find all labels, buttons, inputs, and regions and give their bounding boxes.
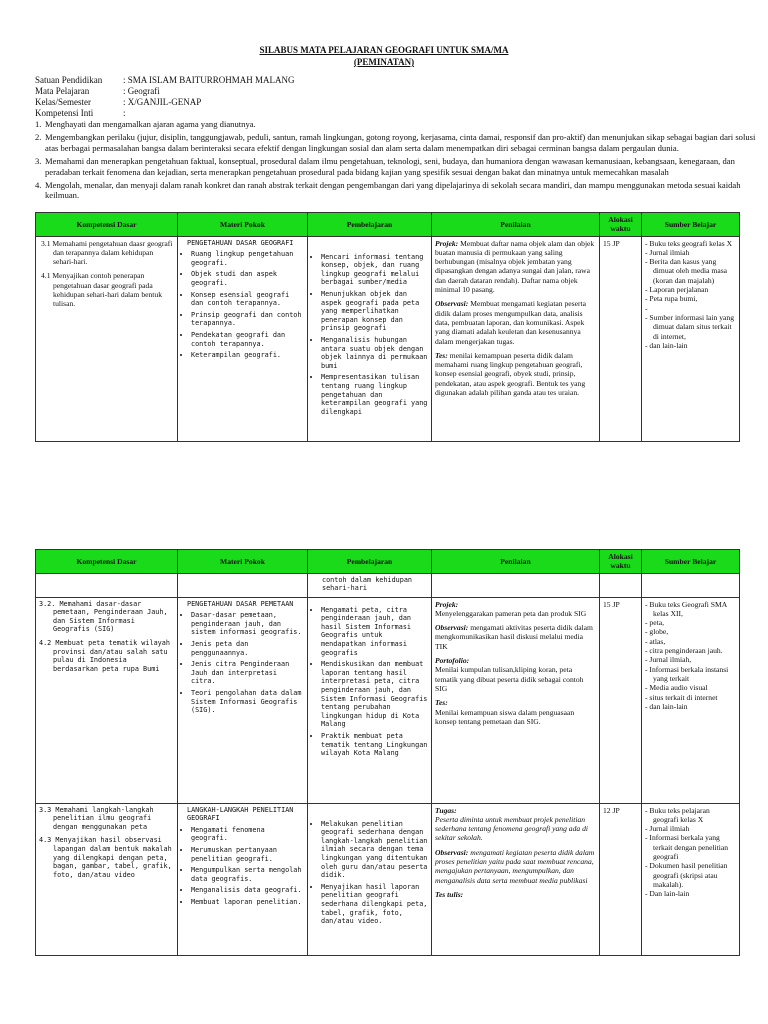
- info-key: Kompetensi Inti: [35, 108, 94, 118]
- mp-title: PENGETAHUAN DASAR GEOGRAFI: [187, 238, 294, 247]
- text-observasi: mengamati aktivitas peserta didik dalam mengkomunikasikan hasil diskusi melalui media TIK: [435, 623, 593, 651]
- pb-item: • Menunjukkan objek dan aspek geografi pada peta yang memperlihatkan penerapan konsep dan prinsip geografi: [321, 290, 428, 333]
- info-key: Satuan Pendidikan: [35, 75, 103, 85]
- mp-item: • Keterampilan geografi.: [191, 351, 304, 360]
- sb-cell: [642, 803, 740, 955]
- source-item: - globe,: [645, 627, 669, 637]
- kd-item: 3.1 Memahami pengetahuan daasr geografi dan terapannya dalam kehidupan sehari-hari.: [41, 238, 173, 267]
- source-item: - Media audio visual: [645, 683, 708, 693]
- page-subtitle: (PEMINATAN): [353, 57, 415, 67]
- source-item: -: [645, 303, 648, 313]
- header-sumber-belajar: Sumber Belajar: [642, 213, 740, 237]
- source-item: - Berita dan kasus yang dimuat oleh media masa (koran dan majalah): [645, 257, 728, 285]
- table-header-row: [36, 213, 740, 237]
- header-sumber-belajar: Sumber Belajar: [642, 550, 740, 574]
- text-projek: Membuat daftar nama objek alam dan objek buatan manusia di permukaan yang saling berhubungan (misalnya objek jembatan yang dipasangkan dengan adanya sungai dan jalan, rawa dan daerah dataran rendah). Daftar nama objek minimal 10 pasang.: [435, 238, 595, 295]
- syllabus-table-2: [35, 549, 740, 956]
- header-alokasi-waktu: Alokasi waktu: [600, 213, 642, 237]
- info-row: [35, 108, 755, 119]
- mp-item: • Merumuskan pertanyaan penelitian geografi.: [191, 846, 304, 863]
- pb-list: [311, 253, 428, 417]
- pb-item: • Mencari informasi tentang konsep, objek, dan ruang lingkup geografi melalui berbagai sumber/media: [321, 253, 428, 287]
- info-value: : Geografi: [123, 86, 160, 96]
- label-tugas: Tugas:: [435, 805, 457, 815]
- mp-item: • Mengumpulkan serta mengolah data geografis.: [191, 866, 304, 883]
- aw-cell: 15 JP: [600, 597, 642, 803]
- source-item: - Dan lain-lain: [645, 889, 690, 899]
- source-item: - atlas,: [645, 636, 666, 646]
- mp-title: PENGETAHUAN DASAR PEMETAAN: [187, 599, 294, 608]
- kd-item: 4.2 Membuat peta tematik wilayah provinsi dan/atau salah satu pulau di Indonesia berdasarkan peta rupa Bumi: [39, 638, 170, 673]
- mp-item: • Menganalisis data geografi.: [191, 886, 304, 895]
- label-portofolio: Portofolio:: [435, 656, 470, 666]
- label-tes-tulis: Tes tulis:: [435, 889, 464, 899]
- info-row: [35, 86, 755, 97]
- sb-cell: [642, 236, 740, 441]
- header-alokasi-waktu: Alokasi waktu: [600, 550, 642, 574]
- source-item: - Informasi berkala instansi yang terkait: [645, 664, 729, 683]
- info-key: Kelas/Semester: [35, 97, 91, 107]
- ki-number: 4.: [35, 180, 42, 191]
- syllabus-table-1: [35, 212, 740, 442]
- source-item: - Buku teks Geografi SMA kelas XII,: [645, 599, 727, 618]
- source-item: - Buku teks pelajaran geografi kelas X: [645, 805, 710, 824]
- pn-cell: [432, 236, 600, 441]
- mp-item: • Mengamati fenomena geografi.: [191, 826, 304, 843]
- page-title: SILABUS MATA PELAJARAN GEOGRAFI UNTUK SMA/MA: [259, 45, 509, 55]
- kd-cell: [36, 803, 178, 955]
- sb-list: [645, 806, 736, 899]
- ki-number: 3.: [35, 156, 42, 167]
- info-row: [35, 97, 755, 108]
- label-observasi: Observasi:: [435, 847, 469, 857]
- core-competency-list: [35, 119, 760, 204]
- sb-cell: [642, 597, 740, 803]
- mp-item: • Objek studi dan aspek geografi.: [191, 270, 304, 287]
- text-observasi: mengamati kegiatan peserta didik dalam proses penelitian yaitu pada saat membuat rencana, mengajukan pertanyaan, mengumpulkan, dan menganalisis data serta membuat media publikasi: [435, 847, 595, 885]
- label-tes: Tes:: [435, 698, 448, 708]
- mp-item: • Konsep esensial geografi dan contoh terapannya.: [191, 291, 304, 308]
- ki-number: 1.: [35, 119, 42, 129]
- ki-item: [35, 132, 760, 153]
- pb-item: • Menganalisis hubungan antara suatu objek dengan objek lainnya di permukaan bumi: [321, 336, 428, 370]
- mp-item: • Jenis citra Penginderaan Jauh dan interpretasi citra.: [191, 660, 304, 686]
- text-tes: menilai kemampuan peserta didik dalam memahami ruang lingkup pengetahuan geografi, konsep esensial geografi, obyek studi, prinsip, pendekatan, atau aspek geografi. Bentuk tes yang digunakan adalah pilihan ganda atau tes uraian.: [435, 350, 586, 398]
- mp-item: • Prinsip geografi dan contoh terapannya.: [191, 311, 304, 328]
- pb-item: • Mempresentasikan tulisan tentang ruang lingkup pengetahuan dan keterampilan geografi yang dilengkapi: [321, 373, 428, 416]
- kd-item: 4.1 Menyajikan contoh penerapan pengetahuan dasar geografi pada kehidupan sehari-hari dalam bentuk tulisan.: [41, 271, 163, 309]
- kd-item: 4.3 Menyajikan hasil observasi lapangan dalam bentuk makalah yang dilengkapi dengan peta, bagan, gambar, tabel, grafik, foto, dan/atau video: [39, 836, 172, 879]
- pb-cell: [308, 803, 432, 955]
- ki-item: [35, 156, 760, 177]
- ki-number: 2.: [35, 132, 42, 143]
- source-item: - Sumber informasi lain yang dimuat dalam situs terkait di internet,: [645, 312, 734, 341]
- table-row: [36, 573, 740, 597]
- text-projek: Menyelenggarakan pameran peta dan produk SIG: [435, 608, 587, 618]
- header-pembelajaran: Pembelajaran: [308, 213, 432, 237]
- sb-list: [645, 239, 736, 351]
- info-key: Mata Pelajaran: [35, 86, 90, 96]
- source-item: - Informasi berkala yang terkait dengan penelitian geografi: [645, 833, 729, 862]
- text-observasi: Membuat mengamati kegiatan peserta didik dalam proses mengumpulkan data, analisis data, pembuatan laporan, dan komunikasi. Aspek yang diamati adalah keuletan dan kesenusannya dalam mengerjakan tugas.: [435, 299, 586, 346]
- mp-cell: [178, 597, 308, 803]
- identity-block: [35, 75, 755, 119]
- ki-text: Memahami dan menerapkan pengetahuan faktual, konseptual, prosedural dalam ilmu pengetahuan, teknologi, seni, budaya, dan humaniora dengan wawasan kemanusiaan, kebangsaan, kenegaraan, dan peradaban terkait fenomena dan kejadian, serta menerapkan pengetahuan prosedural pada bidang kajian yang spesifik sesuai dengan bakat dan minatnya untuk memecahkan masalah: [45, 156, 735, 177]
- source-item: - peta,: [645, 618, 664, 628]
- header-penilaian: Penilaian: [432, 213, 600, 237]
- table-row: [36, 597, 740, 803]
- pn-cell: [432, 803, 600, 955]
- header-kompetensi-dasar: Kompetensi Dasar: [36, 550, 178, 574]
- mp-cell: [178, 236, 308, 441]
- text-portofolio: Menilai kumpulan tulisan,kliping koran, peta tematik yang dibuat peserta didik sebagai contoh SIG: [435, 665, 584, 693]
- table-row: [36, 803, 740, 955]
- source-item: - Laporan perjalanan: [645, 285, 709, 295]
- ki-text: Mengembangkan perilaku (jujur, disiplin, tanggungjawab, peduli, santun, ramah lingkungan, gotong royong, kerjasama, cinta damai, responsif dan pro-aktif) dan menunjukan sikap sebagai bagian dari solusi atas berbagai permasalahan bangsa dalam berinteraksi secara efektif dengan lingkungan sosial dan alam serta dalam menempatkan diri sebagai cerminan bangsa dalam pergaulan dunia.: [45, 132, 756, 153]
- mp-cell: [178, 803, 308, 955]
- info-value: :: [123, 108, 126, 118]
- pb-item: • Menyajikan hasil laporan penelitian geografi sederhana dilengkapi peta, tabel, grafik, foto, dan/atau video.: [321, 883, 428, 926]
- source-item: - citra penginderaan jauh.: [645, 646, 723, 656]
- source-item: - dan lain-lain: [645, 701, 688, 711]
- source-item: - Buku teks geografi kelas X: [645, 238, 733, 248]
- mp-item: • Pendekatan geografi dan contoh terapannya.: [191, 331, 304, 348]
- mp-item: • Teori pengolahan data dalam Sistem Informasi Geografis (SIG).: [191, 689, 304, 715]
- kd-item: 3.2. Memahami dasar-dasar pemetaan, Penginderaan Jauh, dan Sistem Informasi Geografis (SIG): [39, 599, 168, 634]
- mp-list: [181, 611, 304, 715]
- mp-title: LANGKAH-LANGKAH PENELITIAN GEOGRAFI: [187, 805, 294, 823]
- source-item: - situs terkait di internet: [645, 692, 718, 702]
- pb-list: [311, 820, 428, 926]
- label-tes: Tes:: [435, 350, 448, 360]
- sb-list: [645, 600, 736, 712]
- mp-item: • Dasar-dasar pemetaan, penginderaan jauh, dan sistem informasi geografis.: [191, 611, 304, 637]
- text-tes: Menilai kemampuan siswa dalam penguasaan konsep tentang pemetaan dan SIG.: [435, 707, 575, 726]
- header-materi-pokok: Materi Pokok: [178, 213, 308, 237]
- ki-item: [35, 180, 760, 201]
- pb-list: [311, 606, 428, 758]
- source-item: - Jurnal ilmiah,: [645, 655, 692, 665]
- header-materi-pokok: Materi Pokok: [178, 550, 308, 574]
- pb-cell: [308, 236, 432, 441]
- label-projek: Projek:: [435, 599, 459, 609]
- info-value: : SMA ISLAM BAITURROHMAH MALANG: [123, 75, 295, 85]
- pb-cell: [308, 597, 432, 803]
- source-item: - Jurnal ilmiah: [645, 824, 690, 834]
- pb-item: • Melakukan penelitian geografi sederhana dengan langkah-langkah penelitian ilmiah secara dengan tema lingkungan yang ditentukan oleh guru dan/atau peserta didik.: [321, 820, 428, 880]
- ki-text: Menghayati dan mengamalkan ajaran agama yang dianutnya.: [45, 119, 256, 129]
- mp-item: • Membuat laporan penelitian.: [191, 898, 304, 907]
- table-row: [36, 236, 740, 441]
- header-pembelajaran: Pembelajaran: [308, 550, 432, 574]
- aw-cell: 15 JP: [600, 236, 642, 441]
- kd-item: 3.3 Memahami langkah-langkah penelitian ilmu geografi dengan menggunakan peta: [39, 805, 154, 831]
- header-kompetensi-dasar: Kompetensi Dasar: [36, 213, 178, 237]
- source-item: - dan lain-lain: [645, 340, 688, 350]
- source-item: - Peta rupa bumi,: [645, 294, 698, 304]
- label-observasi: Observasi:: [435, 623, 469, 633]
- mp-list: [181, 250, 304, 360]
- header-penilaian: Penilaian: [432, 550, 600, 574]
- text-tugas: Peserta diminta untuk membuat projek penelitian sederhana tentang fenomena geografi yang ada di sekitar sekolah.: [435, 814, 588, 843]
- mp-item: • Jenis peta dan penggunaannya.: [191, 640, 304, 657]
- kd-cell: [36, 236, 178, 441]
- table-header-row: [36, 550, 740, 574]
- mp-item: • Ruang lingkup pengetahuan geografi.: [191, 250, 304, 267]
- mp-list: [181, 826, 304, 907]
- kd-cell: [36, 597, 178, 803]
- aw-cell: 12 JP: [600, 803, 642, 955]
- info-value: : X/GANJIL-GENAP: [123, 97, 202, 107]
- pb-item: • Mengamati peta, citra penginderaan jauh, dan hasil Sistem Informasi Geografis untuk mendapatkan informasi geografis: [321, 606, 428, 658]
- source-item: - Jurnal ilmiah: [645, 247, 690, 257]
- continuation-text: contoh dalam kehidupan sehari-hari: [308, 573, 432, 597]
- ki-item: [35, 119, 760, 129]
- pb-item: • Mendiskusikan dan membuat laporan tentang hasil interpretasi peta, citra penginderaan jauh, dan Sistem Informasi Geografis tentang perubahan lingkungan hidup di Kota Malang: [321, 660, 428, 729]
- ki-text: Mengolah, menalar, dan menyaji dalam ranah konkret dan ranah abstrak terkait dengan pengembangan dari yang dipelajarinya di sekolah secara mandiri, dan mampu menggunakan metoda sesuai kaidah keilmuan.: [45, 180, 741, 201]
- source-item: - Dokumen hasil penelitian geografi (skripsi atau makalah).: [645, 861, 728, 889]
- info-row: [35, 75, 755, 86]
- pb-item: • Praktik membuat peta tematik tentang Lingkungan wilayah Kota Malang: [321, 732, 428, 758]
- label-projek: Projek:: [435, 238, 459, 248]
- pn-cell: [432, 597, 600, 803]
- label-observasi: Observasi:: [435, 299, 469, 309]
